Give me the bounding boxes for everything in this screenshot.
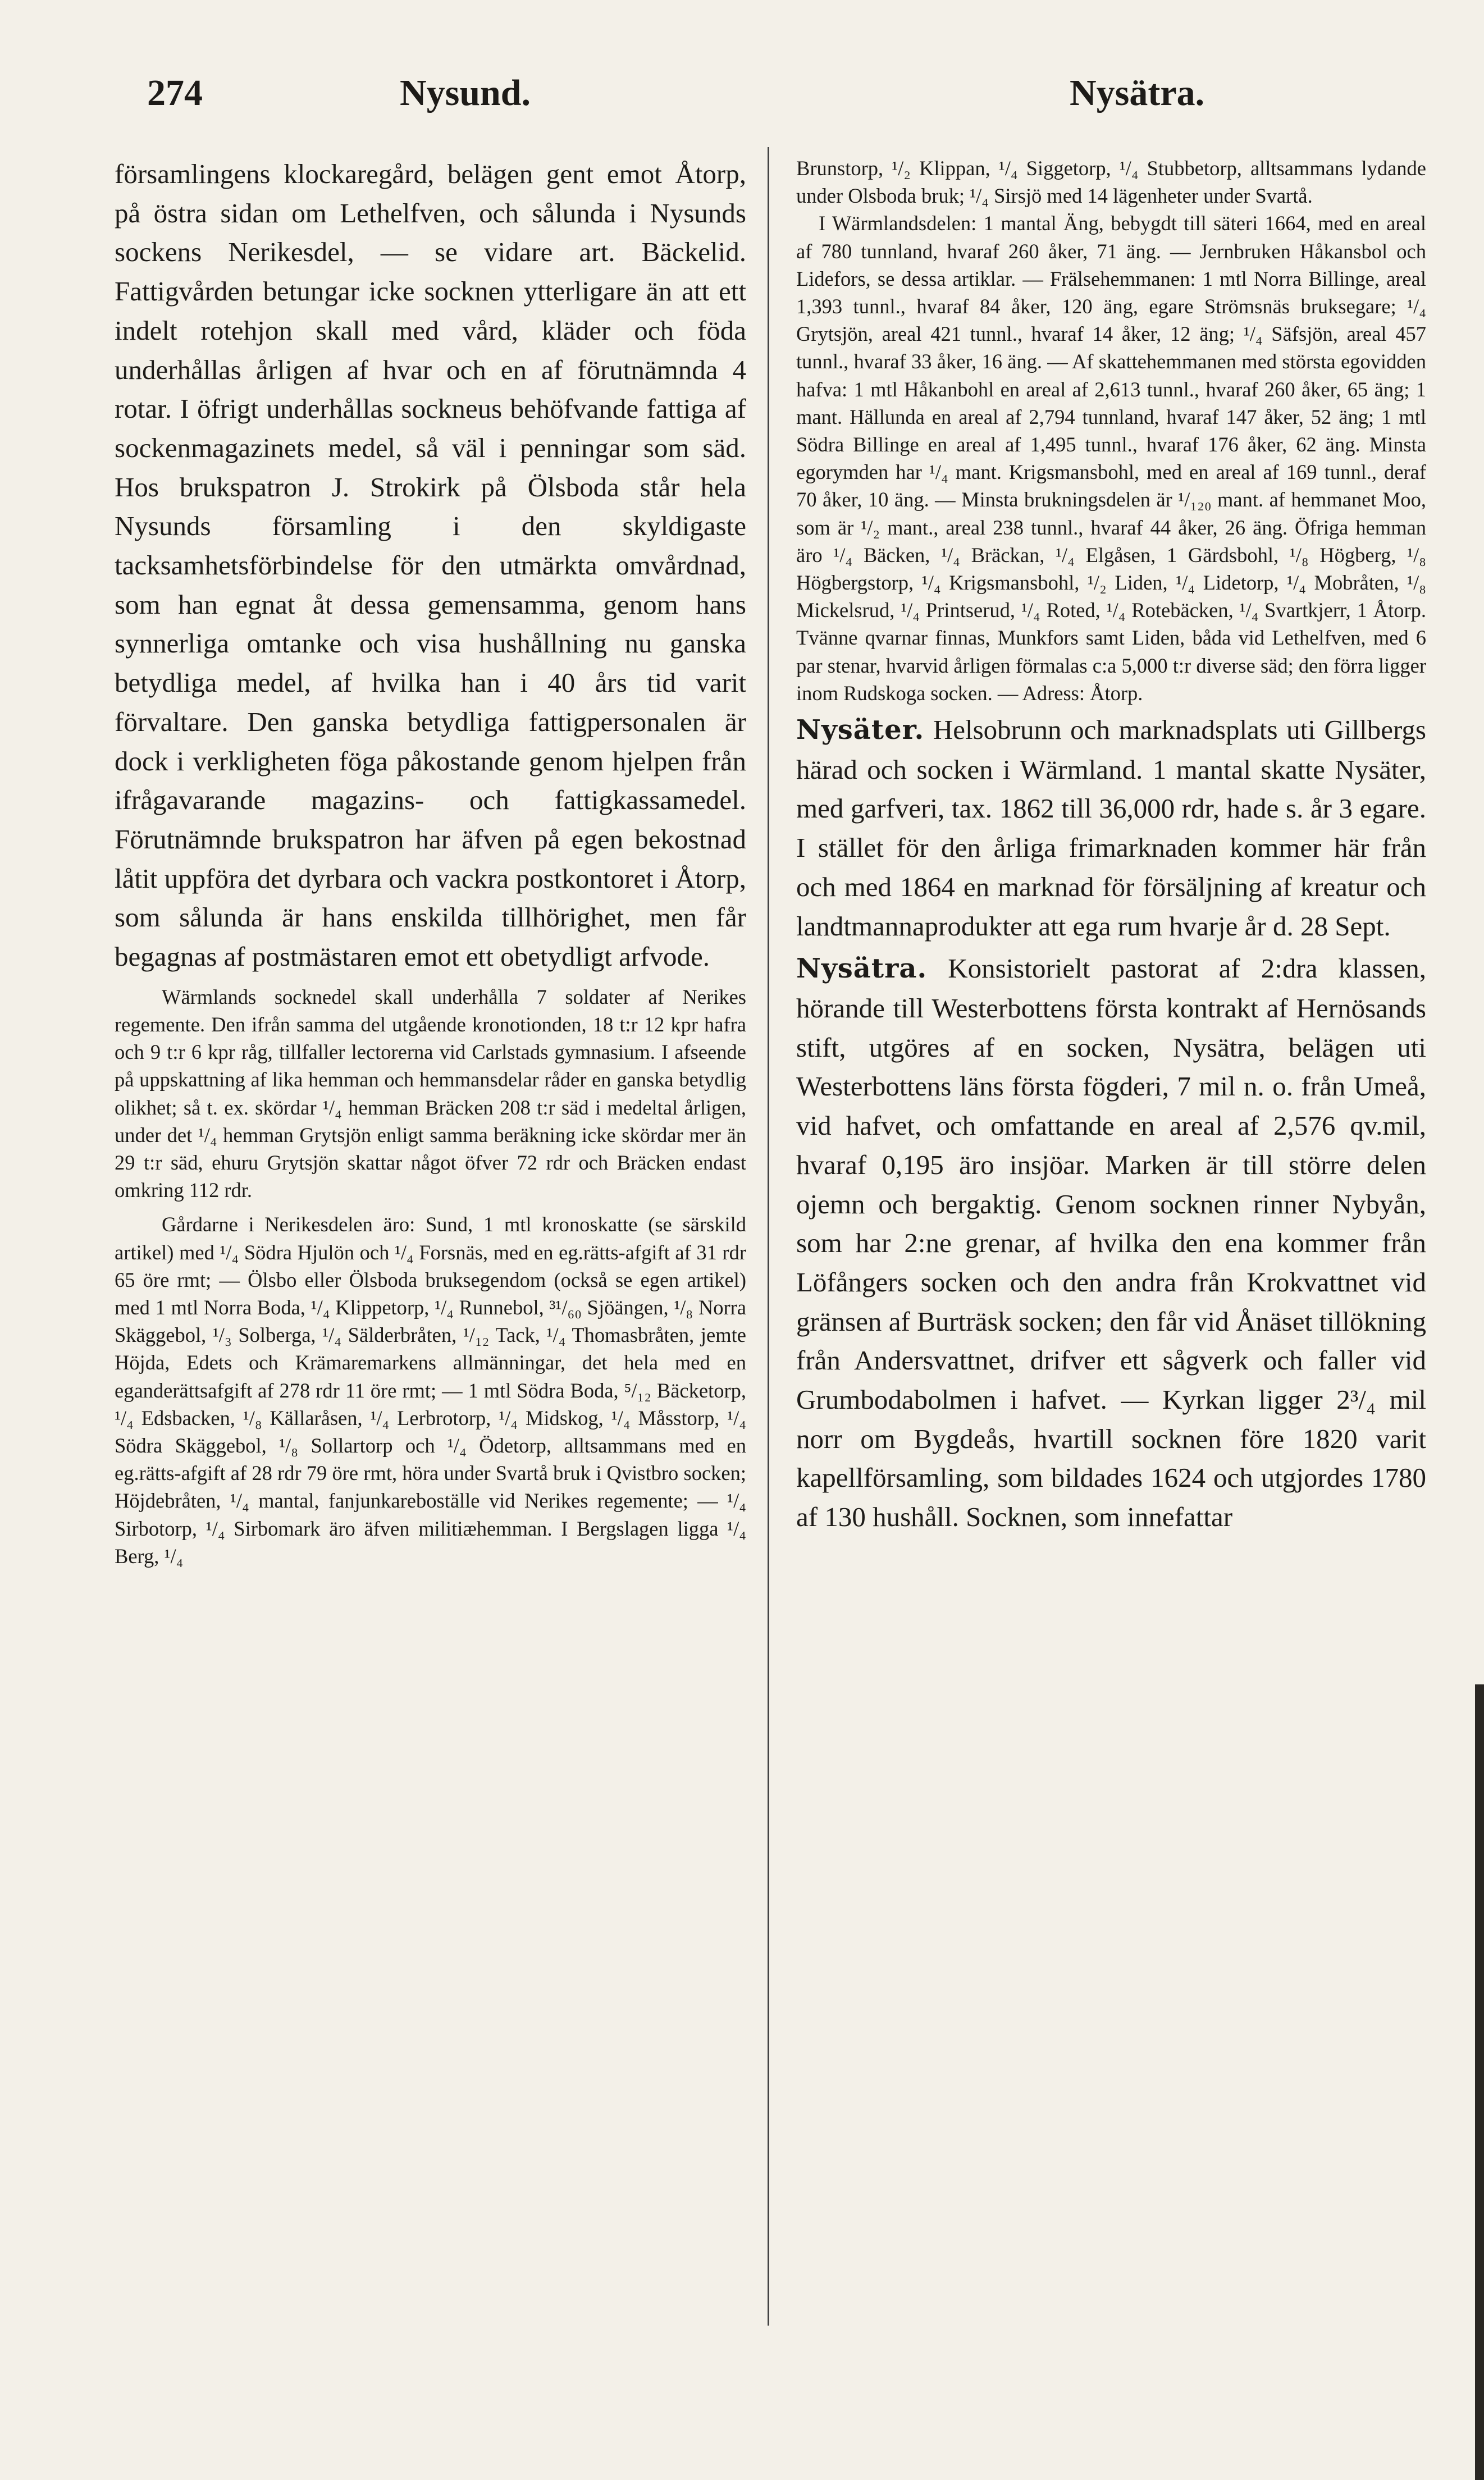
left-column [115, 154, 746, 1570]
paragraph-gardarne-nerikesdelen: Gårdarne i Nerikesdelen äro: Sund, 1 mtl kronoskatte (se särskild artikel) med ¹/₄ Södra Hjulön och ¹/₄ Forsnäs, med en eg.rätts-afgift af 31 rdr 65 öre rmt; — Ölsbo eller Ölsboda bruksegendom (också se egen artikel) med 1 mtl Norra Boda, ¹/₄ Klippetorp, ¹/₄ Runnebol, ³¹/₆₀ Sjöängen, ¹/₈ Norra Skäggebol, ¹/₃ Solberga, ¹/₄ Sälderbråten, ¹/₁₂ Tack, ¹/₄ Thomasbråten, jemte Höjda, Edets och Krämaremarkens allmänningar, det hela med en eganderättsafgift af 278 rdr 11 öre rmt; — 1 mtl Södra Boda, ⁵/₁₂ Bäcketorp, ¹/₄ Edsbacken, ¹/₈ Källaråsen, ¹/₄ Lerbrotorp, ¹/₄ Midskog, ¹/₄ Måsstorp, ¹/₄ Södra Skäggebol, ¹/₈ Sollartorp och ¹/₄ Ödetorp, alltsammans med en eg.rätts-afgift af 28 rdr 79 öre rmt, höra under Svartå bruk i Qvistbro socken; Höjdebråten, ¹/₄ mantal, fanjunkareboställe vid Nerikes regemente; — ¹/₄ Sirbotorp, ¹/₄ Sirbomark äro äfven militiæhemman. I Bergslagen ligga ¹/₄ Berg, ¹/₄ [115, 1213, 746, 1568]
right-column [796, 154, 1426, 1537]
left-running-title: Nysund. [400, 72, 531, 113]
paragraph-warmlands-socknedel: Wärmlands socknedel skall underhålla 7 soldater af Nerikes regemente. Den ifrån samma del utgående kronotionden, 18 t:r 12 kpr hafra och 9 t:r 6 kpr råg, tillfaller lectorerna vid Carlstads gymnasium. I afseende på uppskattning af lika hemman och hemmansdelar råder en ganska betydlig olikhet; så t. ex. skördar ¹/₄ hemman Bräcken 208 t:r säd i medeltal årligen, under det ¹/₄ hemman Grytsjön enligt samma beräkning icke skördar mer än 29 t:r säd, ehuru Grytsjön skattar något öfver 72 rdr och Bräcken endast omkring 112 rdr. [115, 985, 746, 1202]
entry-heading-nysater: Nysäter. [796, 714, 925, 746]
right-running-title: Nysätra. [1070, 72, 1205, 113]
running-header [0, 72, 1484, 128]
entry-nysater [796, 710, 1426, 946]
paragraph-warmlandsdelen: I Wärmlandsdelen: 1 mantal Äng, bebygdt till säteri 1664, med en areal af 780 tunnland, hvaraf 260 åker, 71 äng. — Jernbruken Håkansbol och Lidefors, se dessa artiklar. — Frälsehemmanen: 1 mtl Norra Billinge, areal 1,393 tunnl., hvaraf 84 åker, 120 äng, egare Strömsnäs bruksegare; ¹/₄ Grytsjön, areal 421 tunnl., hvaraf 14 åker, 12 äng; ¹/₄ Säfsjön, areal 457 tunnl., hvaraf 33 åker, 16 äng. — Af skattehemmanen med största egovidden hafva: 1 mtl Håkanbohl en areal af 2,613 tunnl., hvaraf 260 åker, 65 äng; 1 mant. Hällunda en areal af 2,794 tunnland, hvaraf 147 åker, 52 äng; 1 mtl Södra Billinge en areal af 1,495 tunnl., hvaraf 176 åker, 62 äng. Minsta egorymden har ¹/₄ mant. Krigsmansbohl, med en areal af 169 tunnl., deraf 70 åker, 10 äng. — Minsta brukningsdelen är ¹/₁₂₀ mant. af hemmanet Moo, som är ¹/₂ mant., areal 238 tunnl., hvaraf 44 åker, 26 äng. Öfriga hemman äro ¹/₄ Bäcken, ¹/₄ Bräckan, ¹/₄ Elgåsen, 1 Gärdsbohl, ¹/₈ Högberg, ¹/₈ Högbergstorp, ¹/₄ Krigsmansbohl, ¹/₂ Liden, ¹/₄ Lidetorp, ¹/₄ Mobråten, ¹/₈ Mickelsrud, ¹/₄ Printserud, ¹/₄ Roted, ¹/₄ Rotebäcken, ¹/₄ Svartkjerr, 1 Åtorp. Tvänne qvarnar finnas, Munkfors samt Liden, båda vid Lethelfven, med 6 par stenar, hvarvid årligen förmalas c:a 5,000 t:r diverse säd; den förra ligger inom Rudskoga socken. — Adress: Åtorp. [796, 212, 1426, 705]
page-number: 274 [147, 72, 203, 113]
entry-text-nysater: Helsobrunn och marknadsplats uti Gillbergs härad och socken i Wärmland. 1 mantal skatte Nysäter, med garfveri, tax. 1862 till 36,000 rdr, hade s. år 3 egare. I stället för den årliga frimarknaden kommer här från och med 1864 en marknad för försäljning af kreatur och landtmannaprodukter att ega rum hvarje år d. 28 Sept. [796, 714, 1426, 942]
entry-text-nysatra: Konsistorielt pastorat af 2:dra klassen, hörande till Westerbottens första kontrakt af Hernösands stift, utgöres af en socken, Nysätra, belägen uti Westerbottens läns första fögderi, 7 mil n. o. från Umeå, vid hafvet, och omfattande en areal af 2,576 qv.mil, hvaraf 0,195 äro insjöar. Marken är till större delen ojemn och bergaktig. Genom socknen rinner Nybyån, som har 2:ne grenar, af hvilka den ena kommer från Löfångers socken och den andra från Krokvattnet vid gränsen af Burträsk socken; den får vid Ånäset tillökning från Andersvattnet, drifver ett sågverk och faller vid Grumbodabolmen i hafvet. — Kyrkan ligger 2³/₄ mil norr om Bygdeås, hvartill socknen före 1820 varit kapellförsamling, som bildades 1624 och utgjordes 1780 af 130 hushåll. Socknen, som innefattar [796, 953, 1426, 1533]
page-edge-shadow [1475, 1684, 1484, 2480]
entry-heading-nysatra: Nysätra. [796, 953, 928, 985]
paragraph-fattigvarden: församlingens klockaregård, belägen gent emot Åtorp, på östra sidan om Lethelfven, och sålunda i Nysunds sockens Nerikesdel, — se vidare art. Bäckelid. Fattigvården betungar icke socknen ytterligare än att ett indelt rotehjon skall med vård, kläder och föda underhållas årligen af hvar och en af förutnämnda 4 rotar. I öfrigt underhållas sockneus behöfvande fattiga af sockenmagazinets medel, så väl i penningar som säd. Hos brukspatron J. Strokirk på Ölsboda står hela Nysunds församling i den skyldigaste tacksamhetsförbindelse för den utmärkta omvårdnad, som han egnat åt dessa gemensamma, genom hans synnerliga omtanke och visa hushållning nu ganska betydliga medel, af hvilka han i 40 års tid varit förvaltare. Den ganska betydliga fattigpersonalen är dock i verkligheten föga påkostande genom hjelpen från ifrågavarande magazins- och fattigkassamedel. Förutnämnde brukspatron har äfven på egen bekostnad låtit uppföra det dyrbara och vackra postkontoret i Åtorp, som sålunda är hans enskilda tillhörighet, men får begagnas af postmästaren emot ett obetydligt arfvode. [115, 158, 746, 972]
entry-nysatra [796, 949, 1426, 1537]
column-divider [768, 147, 769, 2326]
paragraph-bergslagen-continued: Brunstorp, ¹/₂ Klippan, ¹/₄ Siggetorp, ¹/₄ Stubbetorp, alltsammans lydande under Olsboda bruk; ¹/₄ Sirsjö med 14 lägenheter under Svartå. [796, 157, 1426, 208]
